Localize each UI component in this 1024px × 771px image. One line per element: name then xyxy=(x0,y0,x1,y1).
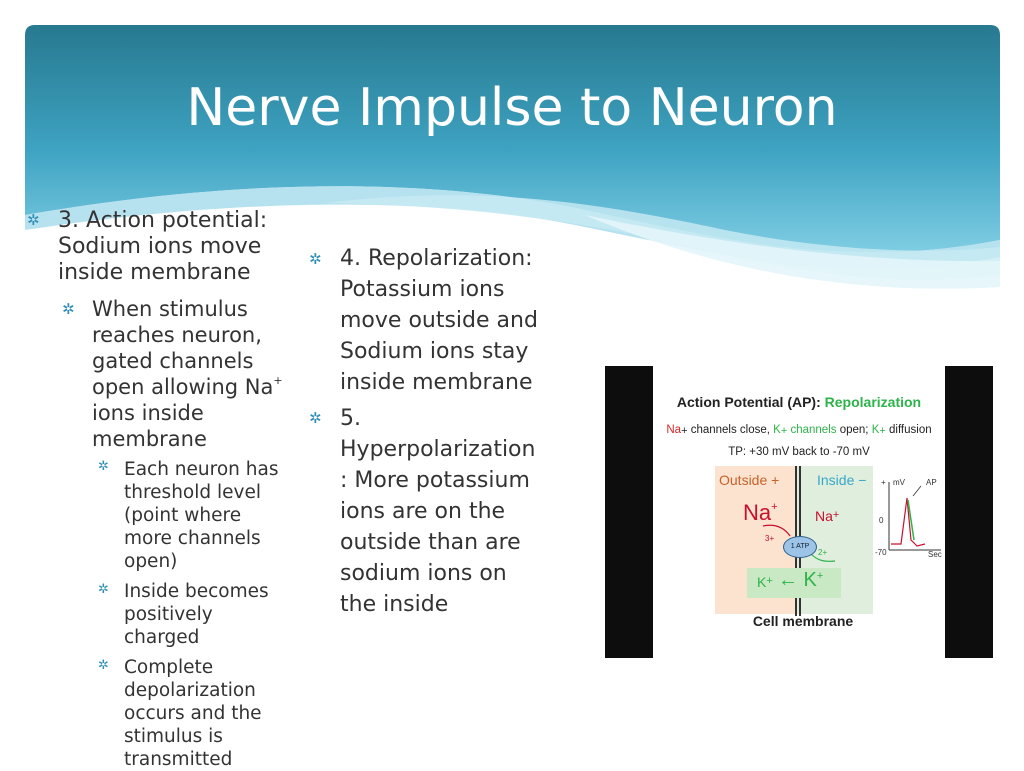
superscript: + xyxy=(771,501,778,513)
slide-title: Nerve Impulse to Neuron xyxy=(186,78,838,138)
graph-neg70-label: -70 xyxy=(875,548,887,557)
text-line: Each neuron has xyxy=(124,459,279,480)
text-line: positively xyxy=(124,604,213,625)
bullet-star-icon: ✲ xyxy=(98,658,109,673)
text-fragment: open allowing Na xyxy=(92,375,274,399)
subsub-bullet-threshold xyxy=(124,458,278,573)
text-line: open) xyxy=(124,551,178,572)
text-line: reaches neuron, xyxy=(92,323,262,347)
text-line: stimulus is xyxy=(124,726,223,747)
k-label: K xyxy=(773,424,781,436)
text-line: When stimulus xyxy=(92,297,248,321)
text-line xyxy=(92,374,283,400)
text-fragment: channels xyxy=(787,424,837,436)
subsub-bullet-depolarization xyxy=(124,656,262,771)
two-plus-label: 2+ xyxy=(818,548,828,557)
bullet-star-icon: ✲ xyxy=(98,582,109,597)
text-line: 3. Action potential: xyxy=(58,208,268,233)
k-label: K xyxy=(871,424,880,436)
graph-sec-label: Sec xyxy=(928,550,942,559)
text-fragment: Na xyxy=(815,508,833,524)
three-plus-label: 3+ xyxy=(765,534,775,543)
text-line: sodium ions on xyxy=(340,561,507,586)
superscript: + xyxy=(816,570,824,582)
text-line: ions are on the xyxy=(340,499,506,524)
superscript: + xyxy=(879,425,886,437)
text-line: (point where xyxy=(124,505,242,526)
bullet-star-icon: ✲ xyxy=(98,459,109,474)
figure-canvas xyxy=(653,366,945,658)
text-line: Hyperpolarization xyxy=(340,437,536,462)
text-line: depolarization xyxy=(124,680,256,701)
text-line: charged xyxy=(124,627,200,648)
bullet-star-icon: ✲ xyxy=(309,409,322,427)
graph-curve-na xyxy=(891,498,925,546)
bullet-star-icon: ✲ xyxy=(62,300,75,318)
text-line: 5. xyxy=(340,406,361,431)
text-line: transmitted xyxy=(124,749,233,770)
bullet-hyperpolarization xyxy=(340,403,535,620)
sub-bullet-stimulus xyxy=(92,296,283,452)
superscript: + xyxy=(273,374,283,387)
atp-pump: 1 ATP xyxy=(783,536,817,558)
outside-label: Outside + xyxy=(719,472,780,488)
na-label: Na xyxy=(666,424,682,436)
figure-title-highlight: Repolarization xyxy=(824,394,922,410)
text-line: Complete xyxy=(124,657,214,678)
text-line: inside membrane xyxy=(58,260,251,285)
graph-plus-label: + xyxy=(881,478,886,487)
cell-membrane-label: Cell membrane xyxy=(752,613,854,629)
bullet-action-potential xyxy=(58,208,267,286)
text-line: the inside xyxy=(340,592,449,617)
bullet-star-icon: ✲ xyxy=(309,250,322,268)
superscript: + xyxy=(780,425,788,437)
text-fragment: Na xyxy=(743,500,772,525)
text-line: inside membrane xyxy=(340,370,533,395)
text-line: occurs and the xyxy=(124,703,262,724)
bullet-repolarization xyxy=(340,243,538,398)
ap-mini-graph xyxy=(881,478,943,558)
inside-label: Inside − xyxy=(817,472,867,488)
subsub-bullet-positive xyxy=(124,580,269,649)
text-line: membrane xyxy=(92,427,207,451)
text-line: Sodium ions stay xyxy=(340,339,529,364)
text-line: Potassium ions xyxy=(340,277,505,302)
text-line: more channels xyxy=(124,528,261,549)
text-line: gated channels xyxy=(92,349,254,373)
text-fragment: K xyxy=(757,574,767,590)
text-line: 4. Repolarization: xyxy=(340,246,533,271)
superscript: + xyxy=(681,425,688,437)
action-potential-figure xyxy=(605,366,993,658)
text-line: threshold level xyxy=(124,482,261,503)
k-inside-arrow-label xyxy=(778,569,823,592)
superscript: + xyxy=(766,575,773,587)
figure-tp-line: TP: +30 mV back to -70 mV xyxy=(728,446,870,458)
superscript: + xyxy=(832,509,840,521)
text-line: Inside becomes xyxy=(124,581,269,602)
text-line: : More potassium xyxy=(340,468,530,493)
graph-ap-label: AP xyxy=(926,478,937,487)
figure-title-main: Action Potential (AP): xyxy=(676,394,825,410)
k-outside-label xyxy=(757,574,773,590)
text-line: outside than are xyxy=(340,530,521,555)
text-fragment: open; xyxy=(836,424,872,436)
text-fragment: channels close, xyxy=(687,424,774,436)
graph-ap-pointer xyxy=(913,486,921,496)
text-fragment: ← K xyxy=(778,569,817,591)
graph-zero-label: 0 xyxy=(879,516,884,525)
text-line: Sodium ions move xyxy=(58,234,262,259)
graph-mv-label: mV xyxy=(893,478,905,487)
bullet-star-icon: ✲ xyxy=(27,211,40,229)
text-line: ions inside xyxy=(92,401,204,425)
text-line: move outside and xyxy=(340,308,538,333)
text-fragment: diffusion xyxy=(885,424,932,436)
